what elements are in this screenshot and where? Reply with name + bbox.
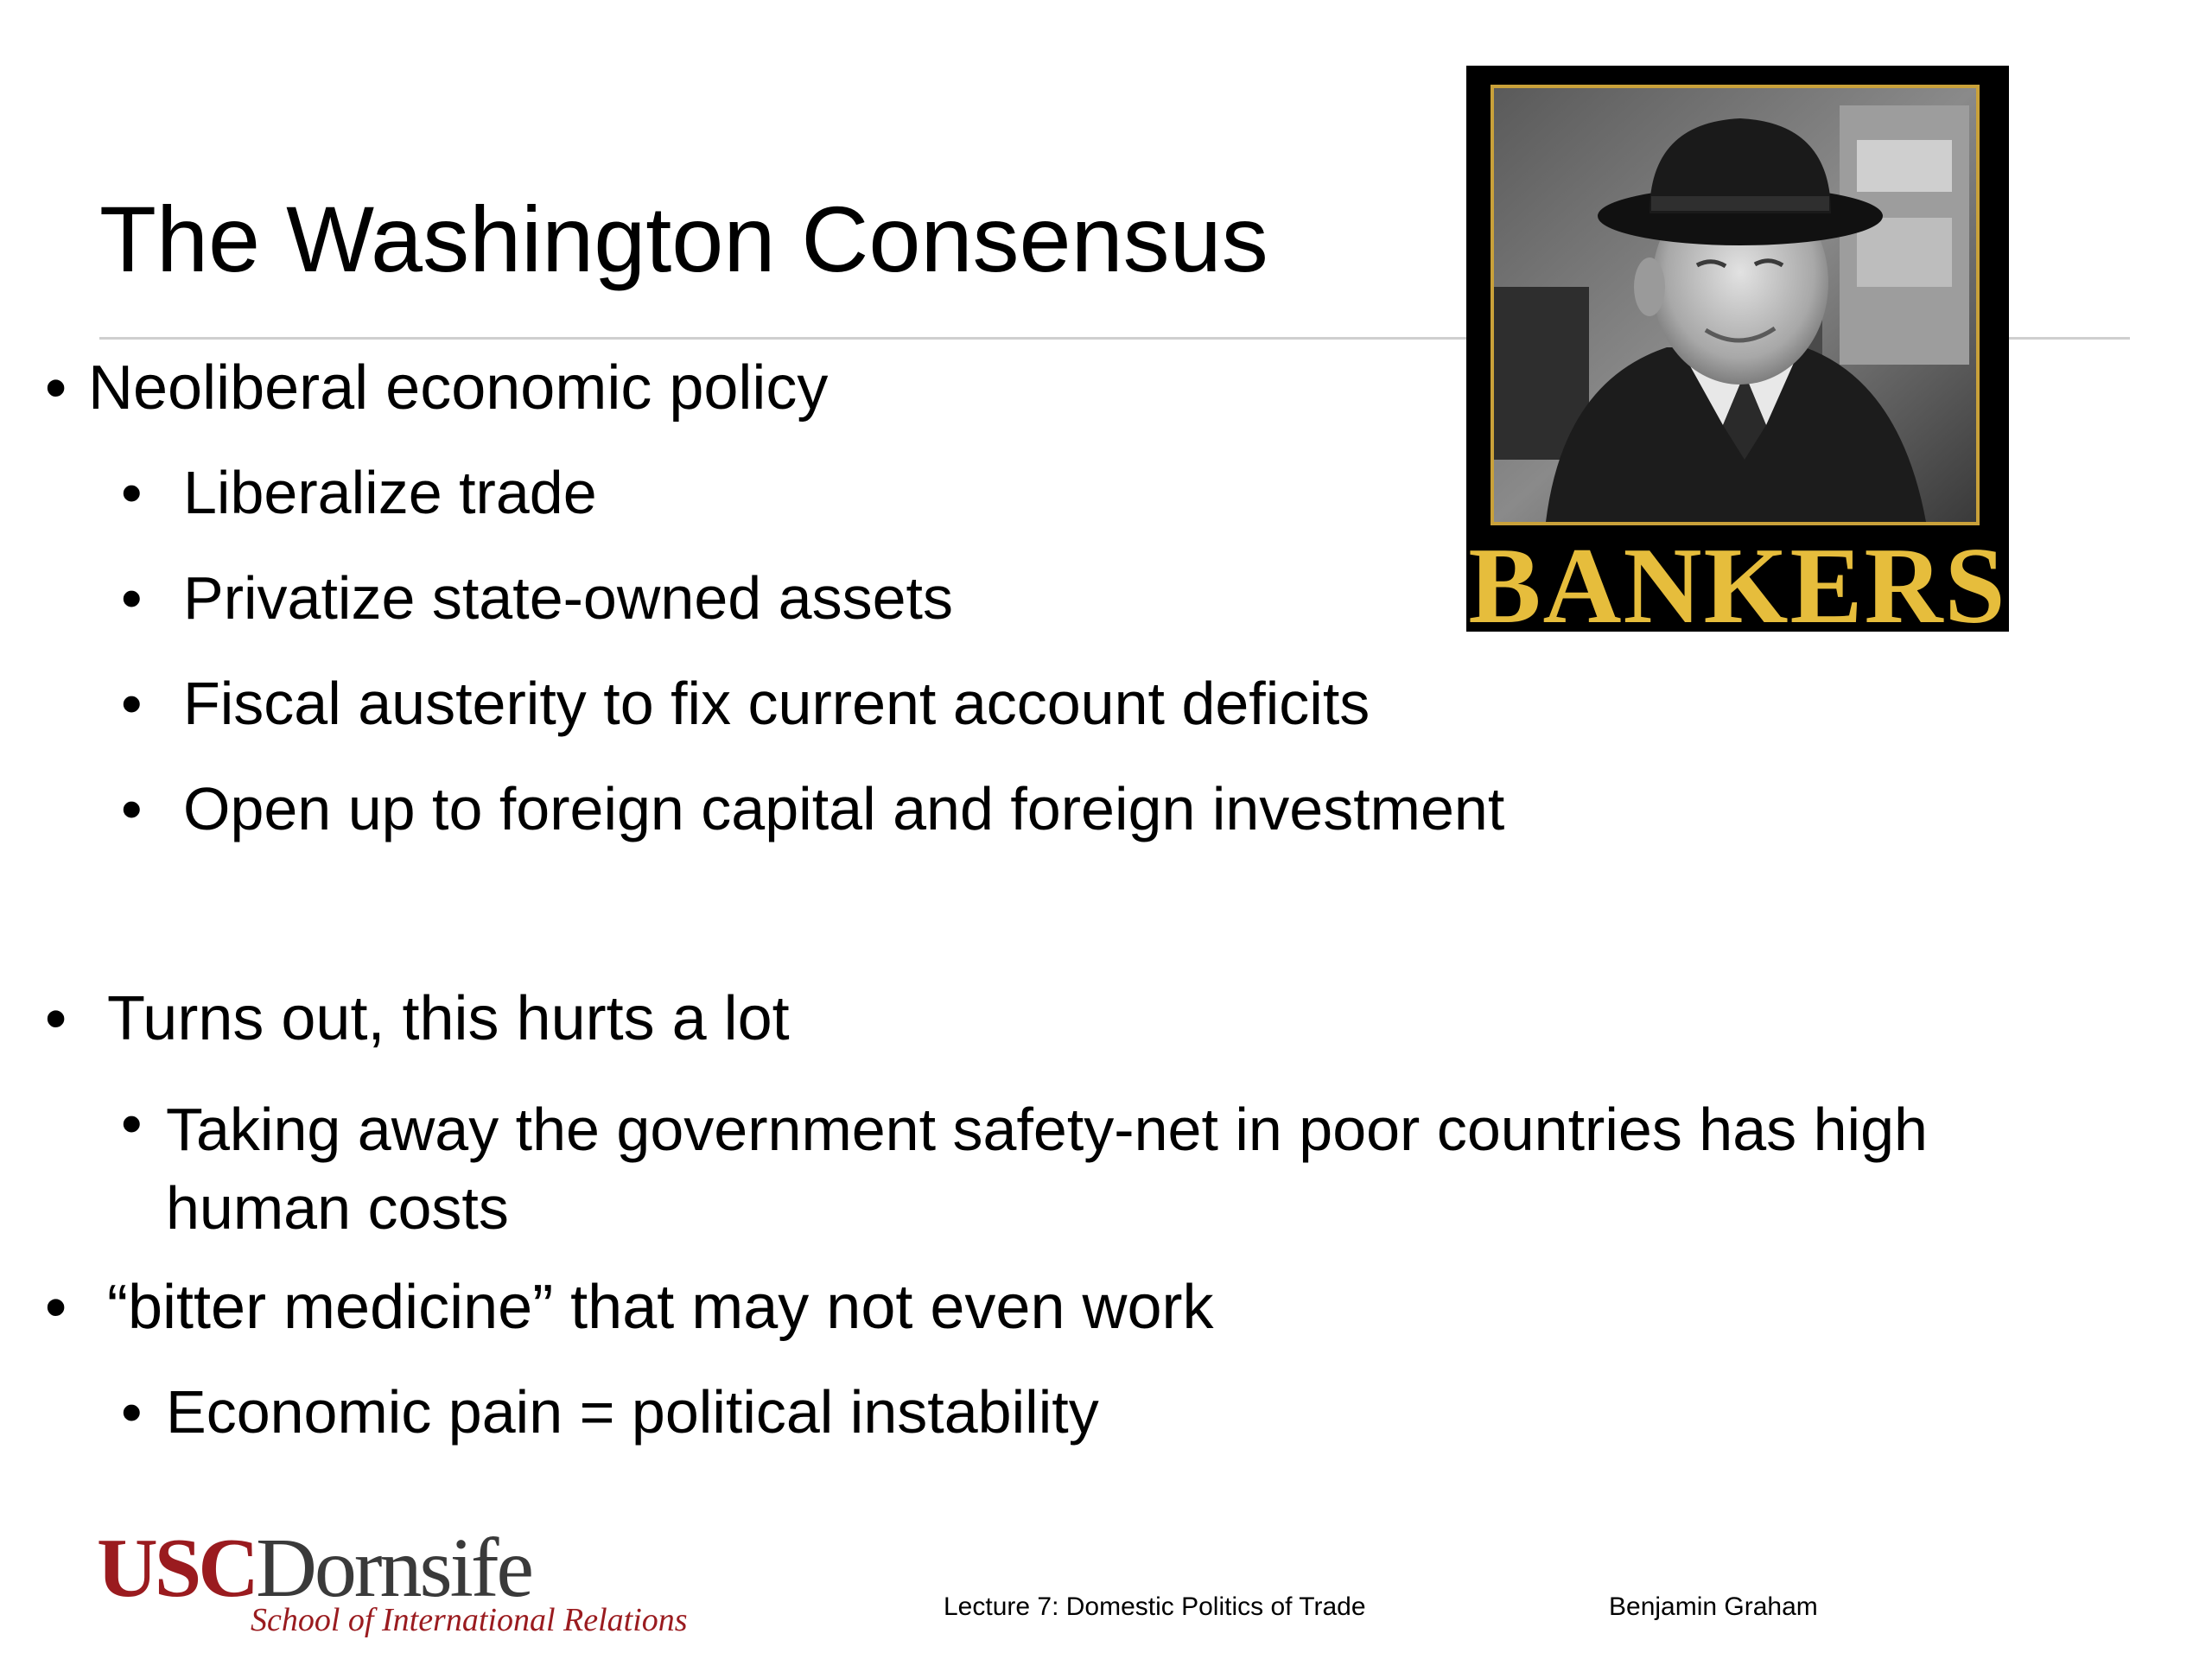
bullet-text: Neoliberal economic policy xyxy=(88,353,829,423)
bullet-text: Open up to foreign capital and foreign investment xyxy=(183,775,1505,842)
bullet-dot: • xyxy=(121,1090,143,1157)
poster-tagline: THE HOUSE ALWAYS WINS xyxy=(1559,658,1916,685)
bullet-text: Taking away the government safety-net in poor countries has high human costs xyxy=(166,1096,1928,1242)
usc-dornsife-logo xyxy=(97,1522,531,1615)
poster-photo-frame xyxy=(1491,85,1980,525)
sub-bullet-item xyxy=(121,1090,2108,1248)
banker-portrait-image xyxy=(1494,88,1976,522)
logo-school-text: School of International Relations xyxy=(251,1602,688,1638)
bullet-text: Privatize state-owned assets xyxy=(183,564,953,632)
logo-usc-text: USC xyxy=(97,1522,257,1615)
bankers-poster-image xyxy=(1466,66,2009,685)
footer-lecture: Lecture 7: Domestic Politics of Trade xyxy=(944,1592,1366,1621)
bullet-text: Economic pain = political instability xyxy=(166,1378,1099,1446)
footer-author: Benjamin Graham xyxy=(1609,1592,1818,1621)
bullet-dot: • xyxy=(45,353,67,423)
bullet-dot: • xyxy=(45,1273,67,1342)
bullet-dot: • xyxy=(121,564,143,632)
bullet-dot: • xyxy=(121,459,143,526)
bullet-dot: • xyxy=(121,1378,143,1446)
poster-word: BANKERS xyxy=(1468,526,2007,646)
bullet-text: Turns out, this hurts a lot xyxy=(107,984,790,1053)
bullet-text: Fiscal austerity to fix current account deficits xyxy=(183,670,1370,737)
slide-title: The Washington Consensus xyxy=(99,187,1268,291)
logo-dornsife-text: Dornsife xyxy=(256,1522,531,1615)
bullet-text: Liberalize trade xyxy=(183,459,597,526)
bullet-dot: • xyxy=(121,775,143,842)
bullet-text: “bitter medicine” that may not even work xyxy=(107,1273,1214,1342)
bullet-dot: • xyxy=(45,984,67,1053)
bullet-dot: • xyxy=(121,670,143,737)
